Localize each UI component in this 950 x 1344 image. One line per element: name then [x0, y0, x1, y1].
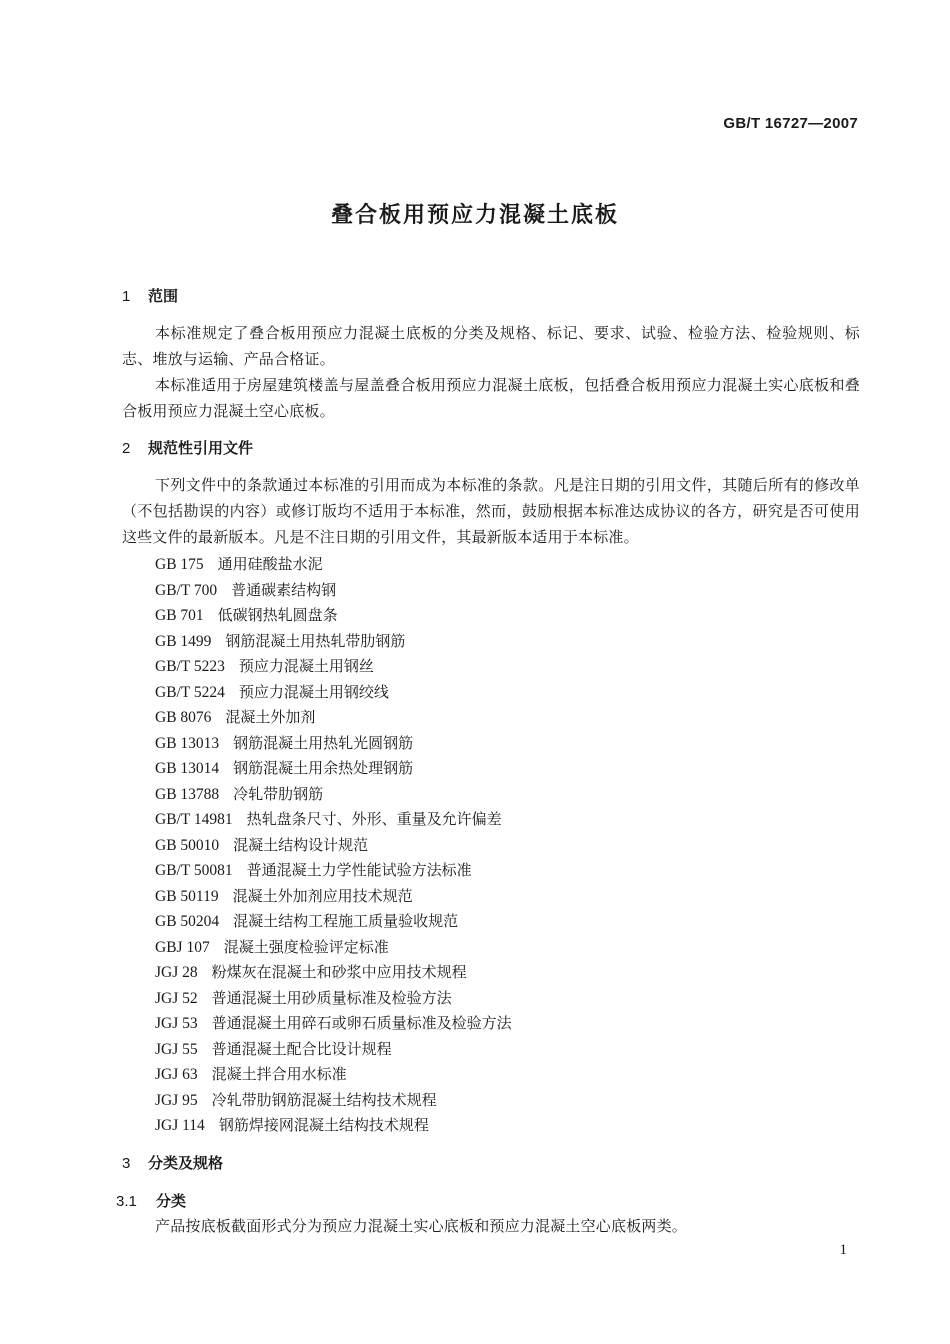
page-number: 1 [839, 1242, 847, 1258]
reference-item [155, 986, 512, 1012]
reference-code: JGJ 95 [155, 1091, 198, 1109]
reference-item [155, 654, 512, 680]
subsection-3-1-heading [116, 1190, 186, 1211]
reference-title: 粉煤灰在混凝土和砂浆中应用技术规程 [211, 963, 467, 981]
reference-item [155, 1062, 512, 1088]
section-1-heading [122, 285, 178, 306]
reference-title: 钢筋混凝土用热轧光圆钢筋 [233, 733, 414, 752]
reference-code: GB/T 5224 [155, 683, 225, 701]
reference-code: GB 8076 [155, 709, 212, 726]
section-1-title: 范围 [148, 287, 179, 305]
subsection-3-1-number: 3.1 [116, 1193, 137, 1210]
reference-code: GB 50204 [155, 913, 220, 930]
reference-title: 钢筋混凝土用余热处理钢筋 [233, 759, 414, 777]
section-1-number: 1 [122, 288, 131, 305]
reference-code: GB 13013 [155, 734, 220, 752]
reference-item [155, 629, 512, 655]
section-2-number: 2 [122, 440, 131, 457]
reference-title: 热轧盘条尺寸、外形、重量及允许偏差 [246, 810, 502, 828]
reference-title: 混凝土外加剂 [225, 708, 316, 726]
reference-item [155, 1113, 512, 1139]
reference-item [155, 807, 512, 833]
reference-code: GB 1499 [155, 632, 212, 650]
reference-item [155, 858, 512, 884]
reference-title: 混凝土外加剂应用技术规范 [232, 886, 413, 905]
reference-item [155, 909, 512, 935]
reference-item [155, 578, 512, 604]
reference-title: 预应力混凝土用钢绞线 [238, 682, 389, 701]
reference-code: GB/T 14981 [155, 811, 233, 828]
reference-item [155, 552, 512, 578]
reference-code: JGJ 63 [155, 1066, 198, 1083]
normative-reference-list [155, 552, 512, 1139]
reference-code: GB 50010 [155, 836, 220, 854]
reference-title: 混凝土拌合用水标准 [211, 1065, 347, 1083]
reference-title: 混凝土结构设计规范 [233, 835, 369, 854]
reference-item [155, 833, 512, 859]
section-2-title: 规范性引用文件 [148, 439, 254, 457]
reference-code: GB/T 700 [155, 581, 218, 599]
standard-code: GB/T 16727—2007 [723, 115, 858, 132]
reference-title: 冷轧带肋钢筋 [233, 784, 324, 803]
subsection-3-1-paragraph: 产品按底板截面形式分为预应力混凝土实心底板和预应力混凝土空心底板两类。 [155, 1217, 688, 1235]
reference-code: JGJ 53 [155, 1015, 198, 1032]
section-2-paragraph: 下列文件中的条款通过本标准的引用而成为本标准的条款。凡是注日期的引用文件，其随后所有的修改单（不包括勘误的内容）或修订版均不适用于本标准，然而，鼓励根据本标准达成协议的各方，研究是否可使用这些文件的最新版本。凡是不注日期的引用文件，其最新版本适用于本标准。 [122, 476, 860, 546]
reference-title: 普通混凝土用砂质量标准及检验方法 [211, 988, 452, 1007]
reference-title: 钢筋混凝土用热轧带肋钢筋 [225, 631, 406, 650]
reference-code: GB/T 5223 [155, 658, 225, 675]
reference-title: 混凝土结构工程施工质量验收规范 [233, 912, 459, 930]
reference-item [155, 603, 512, 629]
reference-item [155, 935, 512, 961]
reference-code: JGJ 52 [155, 989, 198, 1007]
reference-title: 通用硅酸盐水泥 [217, 555, 323, 573]
reference-title: 冷轧带肋钢筋混凝土结构技术规程 [211, 1090, 437, 1109]
reference-title: 普通混凝土配合比设计规程 [211, 1039, 392, 1058]
reference-code: JGJ 28 [155, 964, 198, 981]
reference-item [155, 1037, 512, 1063]
reference-code: JGJ 114 [155, 1117, 205, 1134]
reference-code: GB/T 50081 [155, 862, 233, 879]
reference-code: GB 13788 [155, 785, 220, 803]
reference-item [155, 756, 512, 782]
reference-title: 普通碳素结构钢 [231, 580, 337, 599]
reference-title: 低碳钢热轧圆盘条 [217, 606, 338, 624]
section-3-number: 3 [122, 1155, 131, 1172]
document-title: 叠合板用预应力混凝土底板 [330, 203, 619, 228]
section-1-paragraph-1: 本标准规定了叠合板用预应力混凝土底板的分类及规格、标记、要求、试验、检验方法、检验规则、标志、堆放与运输、产品合格证。 [122, 324, 860, 368]
reference-item [155, 1011, 512, 1037]
reference-item [155, 1088, 512, 1114]
reference-title: 钢筋焊接网混凝土结构技术规程 [218, 1116, 429, 1134]
reference-code: GBJ 107 [155, 938, 210, 956]
reference-title: 预应力混凝土用钢丝 [238, 657, 374, 675]
section-3-title: 分类及规格 [148, 1154, 224, 1172]
reference-code: GB 701 [155, 607, 204, 624]
reference-code: JGJ 55 [155, 1040, 198, 1058]
reference-title: 普通混凝土力学性能试验方法标准 [246, 861, 472, 879]
reference-item [155, 782, 512, 808]
reference-item [155, 960, 512, 986]
subsection-3-1-title: 分类 [156, 1192, 187, 1210]
section-2-heading [122, 437, 253, 458]
reference-code: GB 50119 [155, 887, 219, 905]
section-1-paragraph-2: 本标准适用于房屋建筑楼盖与屋盖叠合板用预应力混凝土底板，包括叠合板用预应力混凝土实心底板和叠合板用预应力混凝土空心底板。 [122, 376, 860, 420]
reference-title: 混凝土强度检验评定标准 [223, 937, 389, 956]
reference-code: GB 13014 [155, 760, 220, 777]
reference-item [155, 680, 512, 706]
reference-item [155, 705, 512, 731]
reference-item [155, 731, 512, 757]
reference-title: 普通混凝土用碎石或卵石质量标准及检验方法 [211, 1014, 512, 1032]
reference-item [155, 884, 512, 910]
reference-code: GB 175 [155, 556, 204, 573]
section-3-heading [122, 1152, 223, 1173]
